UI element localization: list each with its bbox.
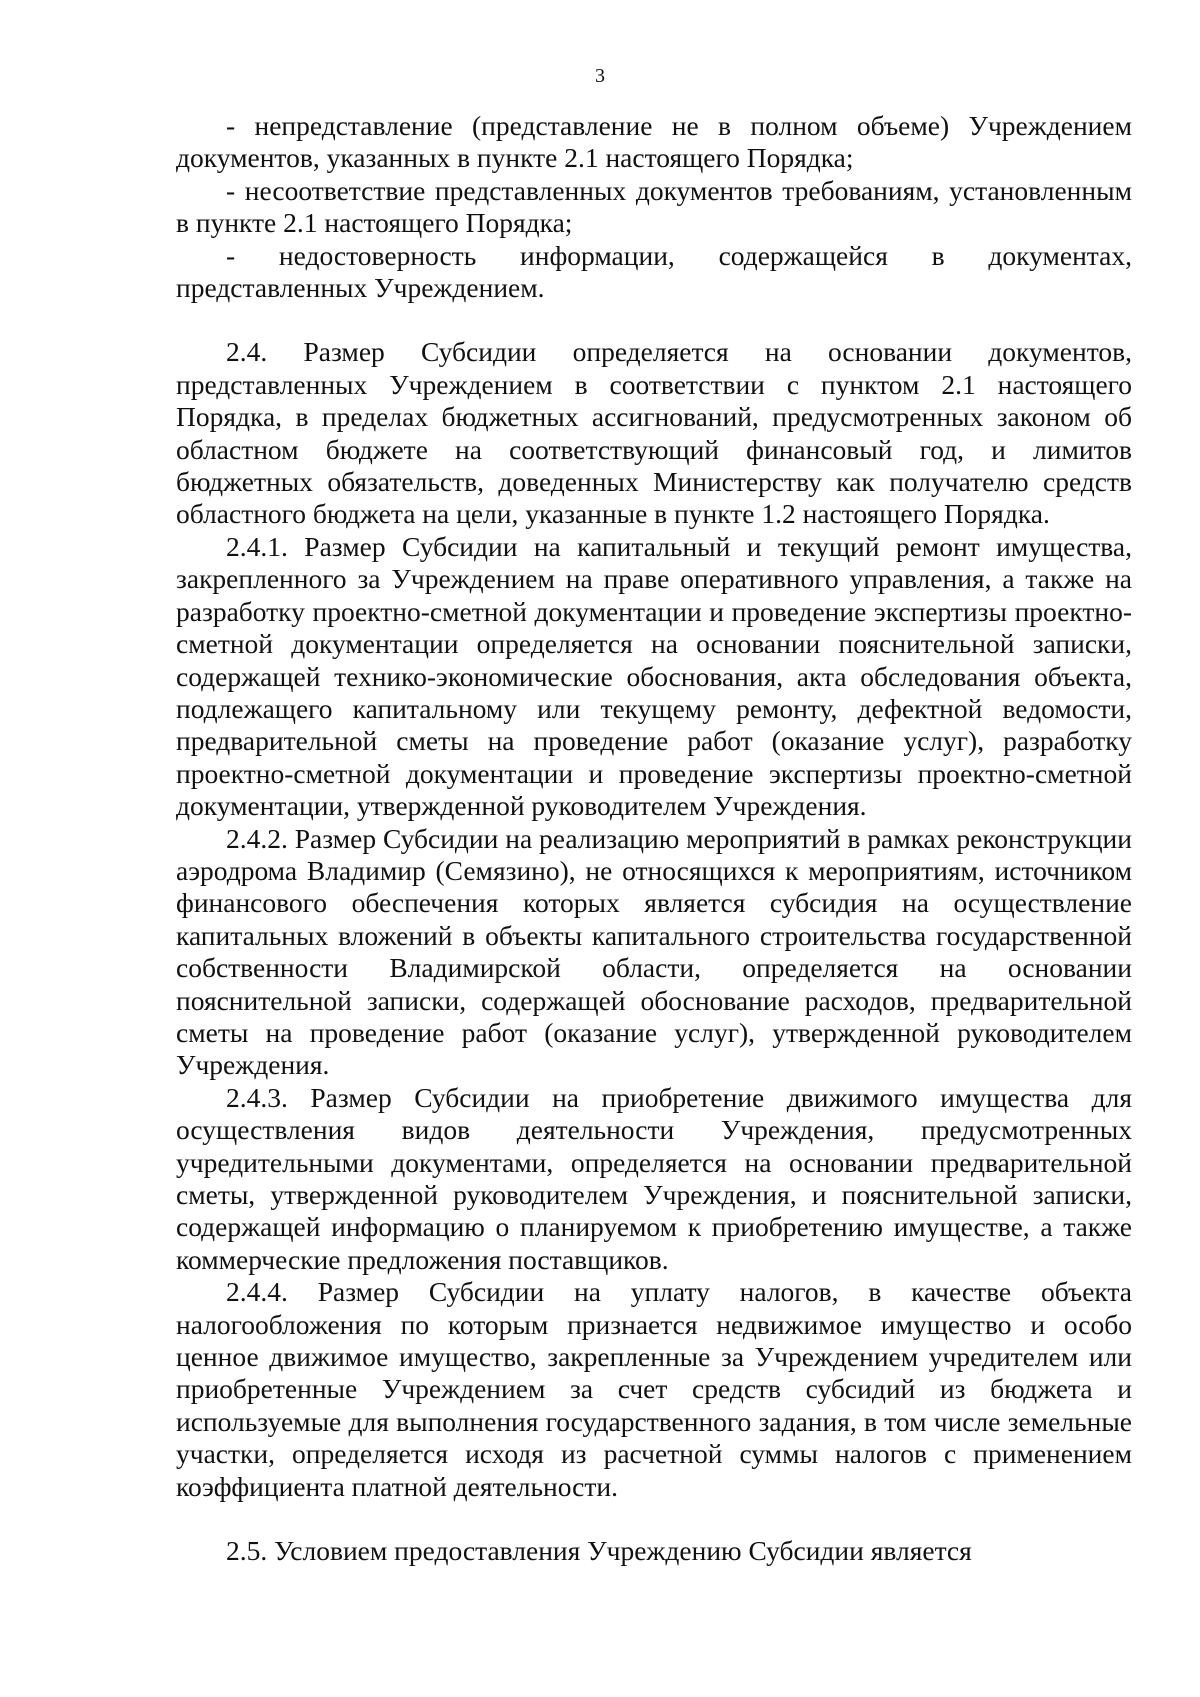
paragraph-2-4: 2.4. Размер Субсидии определяется на основании документов, представленных Учреждением в соответствии с пунктом 2.1 настоящего Порядка, в пределах бюджетных ассигнований, предусмотренных законом об областном бюджете на соответствующий финансовый год, и лимитов бюджетных обязательств, доведенных Министерству как получателю средств областного бюджета на цели, указанные в пункте 1.2 настоящего Порядка. [176, 336, 1132, 530]
paragraph-2-4-2: 2.4.2. Размер Субсидии на реализацию мероприятий в рамках реконструкции аэродрома Владимир (Семязино), не относящихся к мероприятиям, источником финансового обеспечения которых является субсидия на осуществление капитальных вложений в объекты капитального строительства государственной собственности Владимирской области, определяется на основании пояснительной записки, содержащей обоснование расходов, предварительной сметы на проведение работ (оказание услуг), утвержденной руководителем Учреждения. [176, 822, 1132, 1081]
paragraph-2-5: 2.5. Условием предоставления Учреждению Субсидии является [226, 1535, 972, 1567]
paragraph-2-4-4: 2.4.4. Размер Субсидии на уплату налогов, в качестве объекта налогообложения по которым признается недвижимое имущество и особо ценное движимое имущество, закрепленные за Учреждением учредителем или приобретенные Учреждением за счет средств субсидий из бюджета и используемые для выполнения государственного задания, в том числе земельные участки, определяется исходя из расчетной суммы налогов с применением коэффициента платной деятельности. [176, 1276, 1132, 1502]
paragraph-bullet-3: - недостоверность информации, содержащейся в документах, представленных Учреждением. [176, 239, 1132, 304]
document-body [176, 110, 1132, 1567]
paragraph-2-4-1: 2.4.1. Размер Субсидии на капитальный и текущий ремонт имущества, закрепленного за Учреждением на праве оперативного управления, а также на разработку проектно-сметной документации и проведение экспертизы проектно-сметной документации определяется на основании пояснительной записки, содержащей технико-экономические обоснования, акта обследования объекта, подлежащего капитальному или текущему ремонту, дефектной ведомости, предварительной сметы на проведение работ (оказание услуг), разработку проектно-сметной документации и проведение экспертизы проектно-сметной документации, утвержденной руководителем Учреждения. [176, 530, 1132, 822]
paragraph-bullet-2: - несоответствие представленных документов требованиям, установленным в пункте 2.1 настоящего Порядка; [176, 174, 1132, 239]
paragraph-2-4-3: 2.4.3. Размер Субсидии на приобретение движимого имущества для осуществления видов деятельности Учреждения, предусмотренных учредительными документами, определяется на основании предварительной сметы, утвержденной руководителем Учреждения, и пояснительной записки, содержащей информацию о планируемом к приобретению имуществе, а также коммерческие предложения поставщиков. [176, 1081, 1132, 1275]
paragraph-bullet-1: - непредставление (представление не в полном объеме) Учреждением документов, указанных в пункте 2.1 настоящего Порядка; [176, 110, 1132, 174]
page-number: 3 [595, 65, 605, 87]
